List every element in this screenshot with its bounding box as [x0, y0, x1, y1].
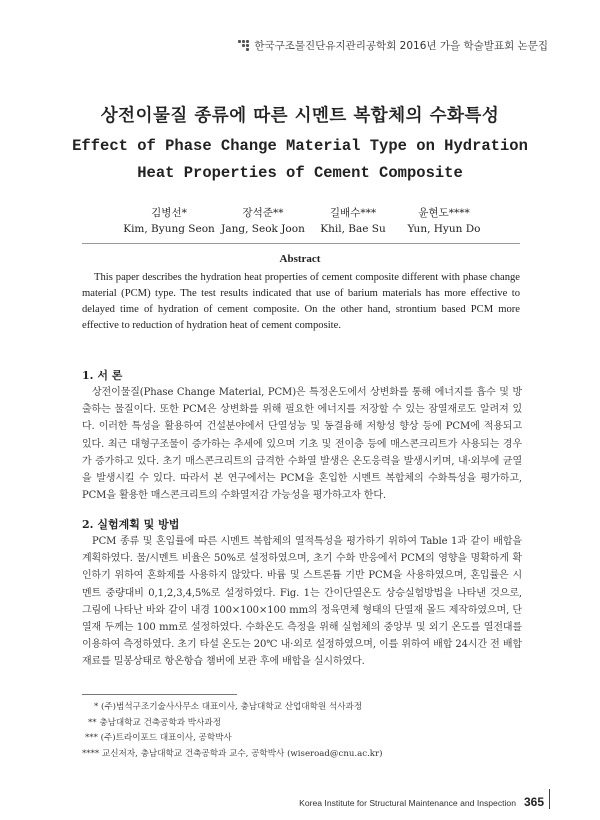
title-english-line1: Effect of Phase Change Material Type on Hydration — [72, 137, 528, 155]
footnote-2: ** 충남대학교 건축공학과 박사과정 — [88, 717, 222, 728]
journal-logo-icon — [238, 40, 250, 52]
author-3-ko: 길배수*** — [329, 207, 377, 219]
footnote-4: **** 교신저자, 충남대학교 건축공학과 교수, 공학박사 (wiseroad@cnu.ac.kr) — [82, 748, 383, 759]
author-2-en: Jang, Seok Joon — [221, 223, 305, 235]
footnote-divider — [82, 694, 237, 695]
author-2-ko: 장석준** — [242, 207, 284, 219]
page-number: 365 — [523, 795, 544, 809]
author-4-en: Yun, Hyun Do — [407, 223, 481, 235]
author-names-english — [120, 221, 490, 237]
footnote-1: * (주)범석구조기술사사무소 대표이사, 충남대학교 산업대학원 석사과정 — [94, 702, 363, 712]
section-2-heading: 2. 실험계획 및 방법 — [82, 518, 180, 531]
title-english-line2: Heat Properties of Cement Composite — [137, 164, 463, 182]
abstract-heading: Abstract — [279, 253, 321, 265]
title-korean: 상전이물질 종류에 따른 시멘트 복합체의 수화특성 — [100, 106, 500, 126]
footer-institute: Korea Institute for Structural Maintenance and Inspection — [299, 798, 516, 808]
author-names-korean — [120, 205, 490, 221]
author-4-ko: 윤현도**** — [418, 207, 470, 219]
footnotes — [82, 700, 522, 762]
footnote-3: *** (주)트라이포드 대표이사, 공학박사 — [85, 733, 232, 744]
journal-name: 한국구조물진단유지관리공학회 2016년 가을 학술발표회 논문집 — [254, 40, 548, 52]
section-1-heading: 1. 서 론 — [82, 369, 123, 382]
footer-bar — [549, 789, 550, 809]
author-3-en: Khil, Bae Su — [320, 223, 386, 235]
title-english — [0, 133, 600, 187]
author-1-en: Kim, Byung Seon — [123, 223, 215, 235]
abstract-text: This paper describes the hydration heat properties of cement composite different with phase change material (PCM) type. The test results indicated that use of barium materials has more effective to delayed time of hydration of cement composite. On the other hand, strontium based PCM more effective to reduction of hydration heat of cement composite. — [82, 272, 520, 331]
author-block — [120, 205, 490, 237]
author-1-ko: 김병선* — [151, 207, 187, 219]
section-1-text: 상전이물질(Phase Change Material, PCM)은 특정온도에서 상변화를 통해 에너지를 흡수 및 방출하는 물질이다. 또한 PCM은 상변화를 위해 필요한 에너지를 저장할 수 있는 잠열재로도 알려져 있다. 이러한 특성을 활용하여 건설분야에서 단열성능 및 동결융해 저항성 향상 등에 PCM에 적용되고 있다. 최근 대형구조물이 증가하는 추세에 있으며 기초 및 전이층 등에 매스콘크리트가 사용되는 경우가 증가하고 있다. 초기 매스콘크리트의 급격한 수화열 발생은 온도응력을 발생시키며, 내·외부에 균열을 발생시킬 수 있다. 따라서 본 연구에서는 PCM을 혼입한 시멘트 복합체의 수화특성을 평가하고, PCM을 활용한 매스콘크리트의 수화열저감 가능성을 평가하고자 한다. — [82, 387, 522, 502]
section-2-text: PCM 종류 및 혼입률에 따른 시멘트 복합체의 열적특성을 평가하기 위하여 Table 1과 같이 배합을 계획하였다. 물/시멘트 비율은 50%로 설정하였으며, 초기 수화 반응에서 PCM의 영향을 명확하게 확인하기 위하여 혼화제를 사용하지 않았다. 바륨 및 스트론튬 기반 PCM을 사용하였으며, 혼입률은 시멘트 중량대비 0,1,2,3,4,5%로 설정하였다. Fig. 1는 간이단열온도 상승실험방법을 나타낸 것으로, 그림에 나타난 바와 같이 내경 100×100×100 mm의 정육면체 형태의 단열재 몰드 제작하였으며, 단열재 두께는 100 mm로 설정하였다. 수화온도 측정을 위해 실험체의 중앙부 및 외기 온도를 열전대를 이용하여 측정하였다. 초기 타설 온도는 20℃ 내·외로 설정하였으며, 이를 위하여 배합 24시간 전 배합재료를 밀봉상태로 항온항습 챔버에 보관 후에 배합을 실시하였다. — [82, 536, 522, 668]
author-divider — [82, 243, 520, 244]
journal-header — [238, 38, 548, 53]
